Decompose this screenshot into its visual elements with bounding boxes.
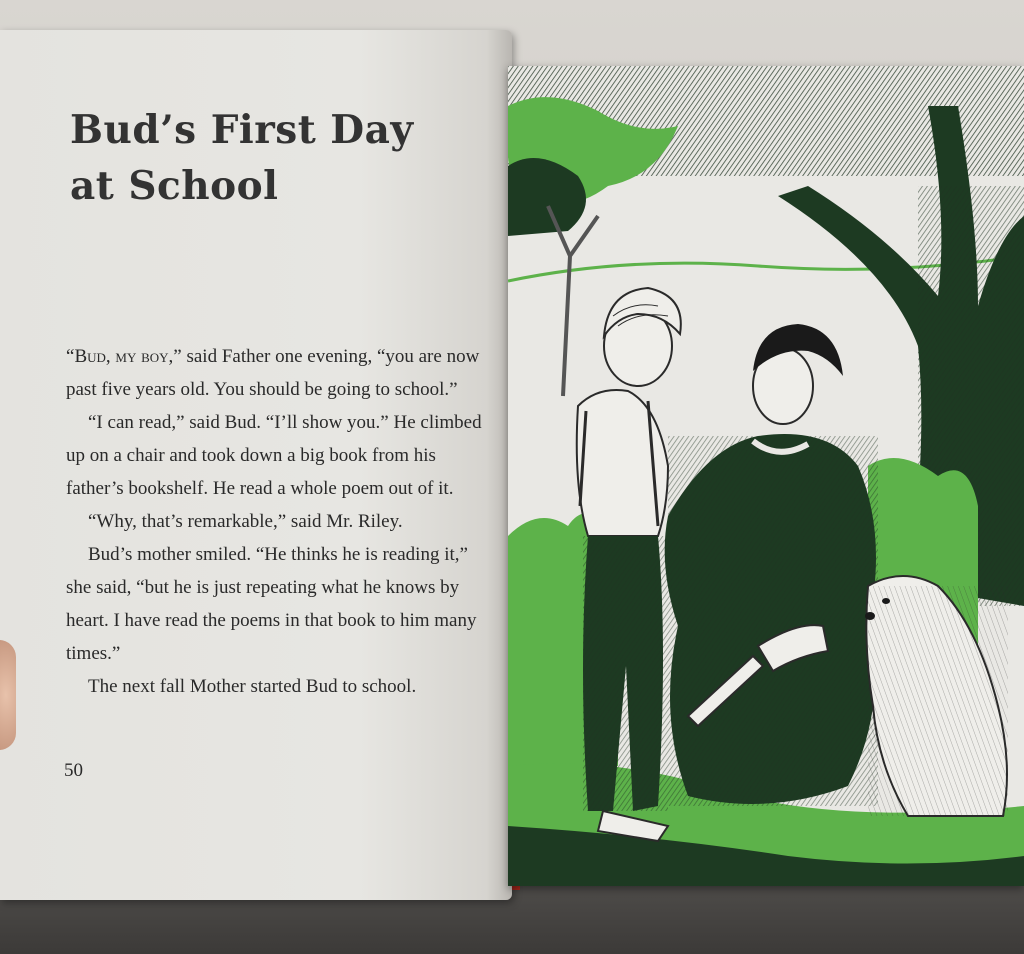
mother-dress-hatching <box>668 436 878 806</box>
dog-fur-hatching <box>868 586 1008 816</box>
boy-trousers-hatching <box>583 536 668 811</box>
chapter-title-line-1: Bud’s First Day <box>70 107 414 153</box>
body-text <box>66 340 496 703</box>
dog-eye <box>882 598 890 604</box>
paragraph-1-smallcaps: Bud, my boy, <box>74 346 174 367</box>
paragraph-1: “Bud, my boy,” said Father one evening, “you are now past five years old. You should be going to school.” <box>66 346 480 400</box>
paragraph-5: The next fall Mother started Bud to school. <box>88 676 417 697</box>
page-number: 50 <box>64 760 83 781</box>
illustration-mother-boy-dog <box>508 66 1024 886</box>
chapter-title-line-2: at School <box>70 163 279 209</box>
paragraph-1-rest: ” said Father one evening, “you are now past five years old. You should be going to school.” <box>66 346 480 400</box>
paragraph-2: “I can read,” said Bud. “I’ll show you.” He climbed up on a chair and took down a big book from his father’s bookshelf. He read a whole poem out of it. <box>66 412 482 499</box>
dog-nose <box>865 612 875 620</box>
chapter-title <box>70 102 414 214</box>
paragraph-4: Bud’s mother smiled. “He thinks he is reading it,” she said, “but he is just repeating what he knows by heart. I have read the poems in that book to him many times.” <box>66 544 477 664</box>
paragraph-3: “Why, that’s remarkable,” said Mr. Riley. <box>88 511 403 532</box>
small-tree-trunk <box>548 206 598 396</box>
reader-finger <box>0 640 16 750</box>
